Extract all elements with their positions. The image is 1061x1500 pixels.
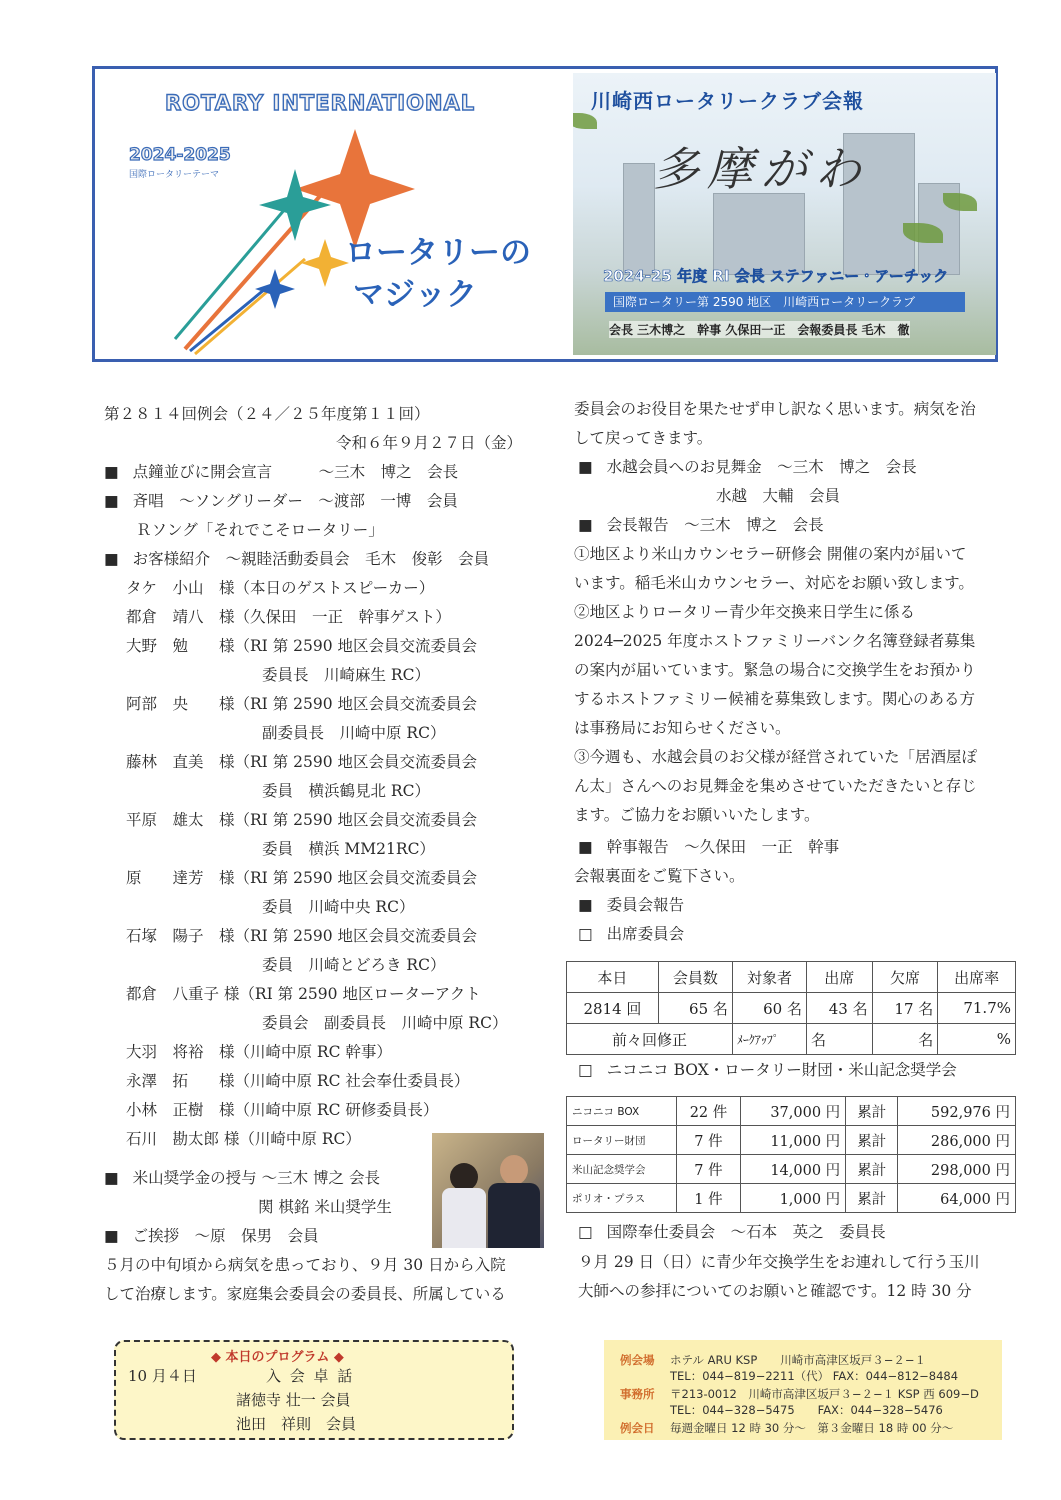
table-cell: 43 名 (806, 993, 872, 1024)
table-cell: 2814 回 (567, 993, 659, 1024)
table-cell: % (938, 1024, 1016, 1055)
meeting-date: 令和６年９月２７日（金） (336, 434, 523, 452)
guest-affiliation: 委員 横浜鶴見北 RC） (262, 782, 430, 800)
table-header: 欠席 (872, 962, 938, 993)
table-cell: 累計 (846, 1155, 898, 1184)
table-cell: 286,000 円 (898, 1126, 1016, 1155)
greeting-text: して治療します。家庭集会委員会の委員長、所属している (104, 1285, 506, 1303)
ri-theme-panel (95, 69, 571, 359)
info-label: 例会場 (620, 1353, 655, 1367)
agenda-opening: ■ 点鐘並びに開会宣言 ～三木 博之 会長 (104, 462, 458, 482)
member-name: 水越 大輔 会員 (716, 487, 841, 505)
intl-service-text: ９月 29 日（日）に青少年交換学生をお連れして行う玉川 (578, 1253, 980, 1271)
guest-affiliation: 委員 川崎中央 RC） (262, 898, 415, 916)
secretary-report-heading: ■ 幹事報告 ～久保田 一正 幹事 (578, 837, 839, 857)
table-cell: 7 件 (677, 1155, 740, 1184)
ri-theme-label: 国際ロータリーテーマ (129, 170, 220, 180)
attendance-heading: □ 出席委員会 (578, 924, 684, 944)
secretary-report-text: 会報裏面をご覧下さい。 (574, 867, 745, 885)
meeting-number: 第２８１４回例会（２４／２５年度第１１回） (104, 405, 430, 423)
ri-title: ROTARY INTERNATIONAL (165, 91, 476, 115)
table-cell: 前々回修正 (567, 1024, 733, 1055)
guest-affiliation: 委員 横浜 MM21RC） (262, 840, 435, 858)
report-text: は事務局にお知らせください。 (574, 719, 791, 737)
attendance-table (566, 961, 1016, 1055)
theme-line-2: マジック (353, 277, 477, 313)
table-cell: 1 件 (677, 1184, 740, 1213)
table-cell: ロータリー財団 (567, 1126, 677, 1155)
report-text: ん太」さんへのお見舞金を集めさせていただきたいと存じ (574, 777, 977, 795)
table-cell: 17 名 (872, 993, 938, 1024)
guest-entry: 都倉 八重子 様（RI 第 2590 地区ローターアクト (126, 985, 481, 1003)
guest-affiliation: 委員会 副委員長 川崎中原 RC） (262, 1014, 508, 1032)
guest-entry: 藤林 直美 様（RI 第 2590 地区会員交流委員会 (126, 753, 478, 771)
table-cell: 累計 (846, 1184, 898, 1213)
person-body (488, 1183, 540, 1248)
report-text: の案内が届いています。緊急の場合に交換学生をお預かり (574, 661, 976, 679)
table-cell: 22 件 (677, 1097, 740, 1126)
info-label: 事務所 (620, 1387, 655, 1401)
table-row (567, 962, 1016, 993)
table-row (567, 1184, 1016, 1213)
committee-report-heading: ■ 委員会報告 (578, 895, 684, 915)
guest-entry: 永澤 拓 様（川崎中原 RC 社会奉仕委員長） (126, 1072, 470, 1090)
guest-affiliation: 委員長 川崎麻生 RC） (262, 666, 430, 684)
table-cell: 592,976 円 (898, 1097, 1016, 1126)
info-value: TEL：044−819−2211（代） FAX：044−812−8484 (670, 1369, 959, 1383)
info-value: TEL：044−328−5475 FAX：044−328−5476 (670, 1403, 943, 1417)
scholarship-photo (432, 1133, 544, 1248)
table-cell: 65 名 (658, 993, 732, 1024)
club-info-box (604, 1340, 1002, 1440)
guest-affiliation: 委員 川崎とどろき RC） (262, 956, 446, 974)
greeting-text: ５月の中旬頃から病気を患っており、９月 30 日から入院 (104, 1256, 506, 1274)
building-illustration (623, 163, 655, 275)
building-illustration (713, 193, 805, 275)
report-text: ①地区より米山カウンセラー研修会 開催の案内が届いて (574, 545, 967, 563)
report-text: ③今週も、水越会員のお父様が経営されていた「居酒屋ぽ (574, 748, 978, 766)
table-cell: 名 (806, 1024, 872, 1055)
president-report-heading: ■ 会長報告 ～三木 博之 会長 (578, 515, 824, 535)
guest-entry: タケ 小山 様（本日のゲストスピーカー） (126, 579, 435, 597)
table-cell: 14,000 円 (740, 1155, 846, 1184)
intl-service-text: 大師への参拝についてのお願いと確認です。12 時 30 分 (578, 1282, 972, 1300)
table-cell: 71.7% (938, 993, 1016, 1024)
table-header: 対象者 (732, 962, 806, 993)
table-cell: 298,000 円 (898, 1155, 1016, 1184)
guest-entry: 石川 勘太郎 様（川崎中原 RC） (126, 1130, 361, 1148)
table-cell: 64,000 円 (898, 1184, 1016, 1213)
agenda-mizukoshi: ■ 水越会員へのお見舞金 ～三木 博之 会長 (578, 457, 917, 477)
table-header: 本日 (567, 962, 659, 993)
guest-affiliation: 副委員長 川崎中原 RC） (262, 724, 446, 742)
table-row (567, 1126, 1016, 1155)
guest-entry: 阿部 央 様（RI 第 2590 地区会員交流委員会 (126, 695, 478, 713)
table-cell: 7 件 (677, 1126, 740, 1155)
table-row (567, 1097, 1016, 1126)
guest-entry: 大野 勉 様（RI 第 2590 地区会員交流委員会 (126, 637, 478, 655)
table-cell: ニコニコ BOX (567, 1097, 677, 1126)
table-cell: 累計 (846, 1097, 898, 1126)
guest-entry: 平原 雄太 様（RI 第 2590 地区会員交流委員会 (126, 811, 478, 829)
theme-line-1: ロータリーの (345, 235, 531, 271)
table-cell: 米山記念奨学会 (567, 1155, 677, 1184)
table-header: 会員数 (658, 962, 732, 993)
person-head (450, 1163, 478, 1191)
agenda-scholarship: ■ 米山奨学金の授与 ～三木 博之 会長 (104, 1168, 380, 1188)
table-cell: ポリオ・プラス (567, 1184, 677, 1213)
donations-table (566, 1096, 1016, 1213)
guest-entry: 大羽 将裕 様（川崎中原 RC 幹事） (126, 1043, 392, 1061)
table-row (567, 1155, 1016, 1184)
info-value: 毎週金曜日 12 時 30 分～ 第３金曜日 18 時 00 分～ (670, 1421, 954, 1435)
person-head (500, 1155, 528, 1185)
guest-entry: 都倉 靖八 様（久保田 一正 幹事ゲスト） (126, 608, 451, 626)
report-text: います。稲毛米山カウンセラー、対応をお願い致します。 (574, 574, 974, 592)
guest-entry: 原 達芳 様（RI 第 2590 地区会員交流委員会 (126, 869, 478, 887)
report-text: するホストファミリー候補を募集致します。関心のある方 (574, 690, 975, 708)
district-bar: 国際ロータリー第 2590 地区 川崎西ロータリークラブ (605, 292, 965, 312)
song-title: Ｒソング「それでこそロータリー」 (136, 521, 384, 539)
club-banner (573, 73, 996, 355)
club-title: 川崎西ロータリークラブ会報 (591, 89, 864, 113)
report-text: 2024─2025 年度ホストファミリーバンク名簿登録者募集 (574, 632, 976, 650)
table-cell: 1,000 円 (740, 1184, 846, 1213)
table-row (567, 993, 1016, 1024)
table-header: 出席率 (938, 962, 1016, 993)
ri-year: 2024-2025 (129, 145, 231, 165)
todays-program-box (114, 1340, 514, 1440)
table-row (567, 1024, 1016, 1055)
table-cell: ﾒｰｸｱｯﾌﾟ (732, 1024, 806, 1055)
table-cell: 累計 (846, 1126, 898, 1155)
guest-entry: 石塚 陽子 様（RI 第 2590 地区会員交流委員会 (126, 927, 478, 945)
table-cell: 60 名 (732, 993, 806, 1024)
report-text: ②地区よりロータリー青少年交換来日学生に係る (574, 603, 916, 621)
program-item: 入 会 卓 話 (266, 1367, 355, 1385)
program-date: 10 月４日 (128, 1367, 197, 1385)
agenda-guests: ■ お客様紹介 ～親睦活動委員会 毛木 俊彰 会員 (104, 549, 489, 569)
report-text: ます。ご協力をお願いいたします。 (574, 806, 820, 824)
agenda-song: ■ 斉唱 ～ソングリーダー ～渡部 一博 会員 (104, 491, 458, 511)
scholar-name: 関 棋銘 米山奨学生 (258, 1198, 392, 1216)
program-title: ◆ 本日のプログラム ◆ (211, 1350, 344, 1365)
table-cell: 37,000 円 (740, 1097, 846, 1126)
person-body (442, 1188, 486, 1248)
program-speaker: 諸徳寺 壮一 会員 (236, 1391, 351, 1409)
ri-president: 2024-25 年度 RI 会長 ステファニー・アーチック (603, 267, 949, 285)
club-officers: 会長 三木博之 幹事 久保田一正 会報委員長 毛木 徹 (609, 323, 910, 337)
info-label: 例会日 (620, 1421, 655, 1435)
info-value: 〒213-0012 川崎市高津区坂戸３−２−１ KSP 西 609−D (670, 1387, 979, 1401)
masthead (92, 66, 998, 362)
newsletter-name: 多摩がわ (653, 142, 869, 196)
table-cell: 11,000 円 (740, 1126, 846, 1155)
table-header: 出席 (806, 962, 872, 993)
table-cell: 名 (872, 1024, 938, 1055)
program-speaker: 池田 祥則 会員 (236, 1415, 357, 1433)
donations-heading: □ ニコニコ BOX・ロータリー財団・米山記念奨学会 (578, 1060, 957, 1080)
greeting-text: して戻ってきます。 (574, 429, 713, 447)
greeting-text: 委員会のお役目を果たせず申し訳なく思います。病気を治 (574, 400, 976, 418)
leaf-decoration (573, 113, 597, 129)
agenda-greeting: ■ ご挨拶 ～原 保男 会員 (104, 1226, 319, 1246)
info-value: ホテル ARU KSP 川崎市高津区坂戸３−２−１ (670, 1353, 927, 1367)
guest-entry: 小林 正樹 様（川崎中原 RC 研修委員長） (126, 1101, 439, 1119)
intl-service-heading: □ 国際奉仕委員会 ～石本 英之 委員長 (578, 1222, 886, 1242)
